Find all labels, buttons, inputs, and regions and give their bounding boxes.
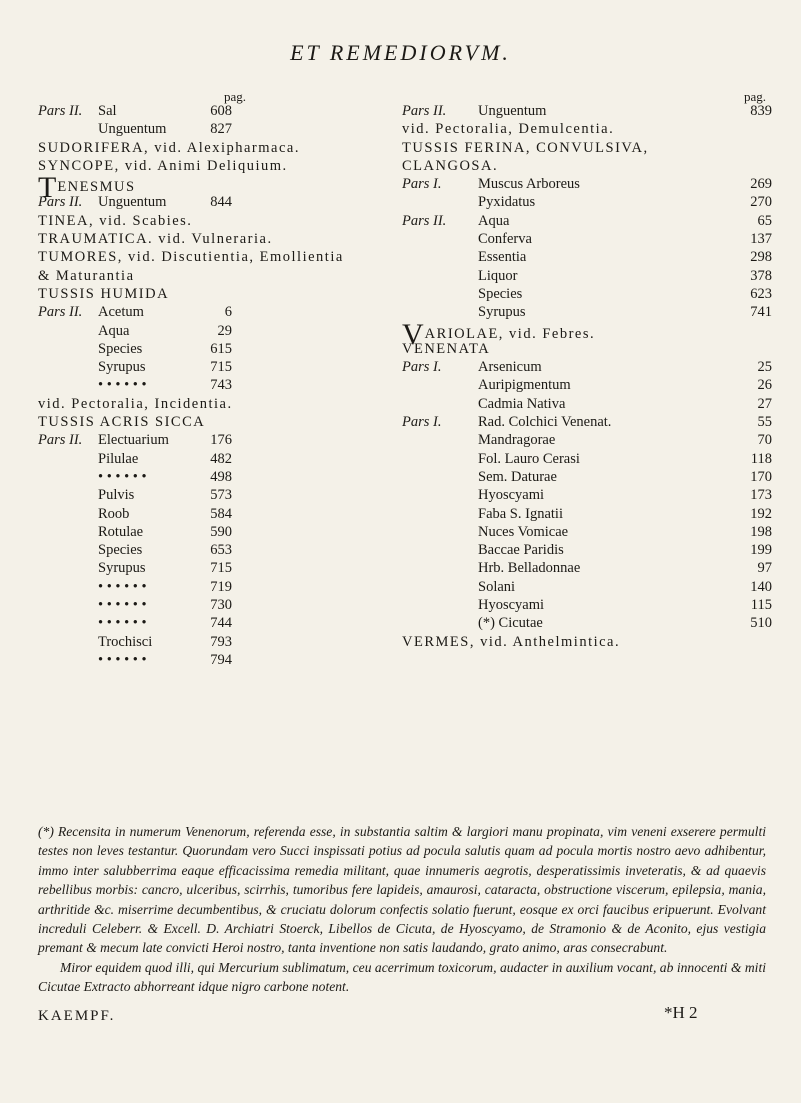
entry-label: Rad. Colchici Venenat.: [478, 414, 612, 431]
index-entry: [38, 614, 388, 632]
index-entry: [38, 413, 388, 431]
entry-label: Pilulae: [98, 450, 139, 467]
index-entry: [402, 139, 772, 157]
index-entry: [402, 120, 772, 138]
pars-label: Pars II.: [38, 103, 83, 119]
entry-heading: TUMORES, vid. Discutientia, Emollientia: [38, 249, 344, 266]
index-entry: [402, 523, 772, 541]
index-entry: [402, 285, 772, 303]
page-number: 615: [210, 340, 232, 357]
entry-label: Syrupus: [98, 560, 146, 577]
index-entry: [402, 614, 772, 632]
entry-label: Conferva: [478, 231, 532, 248]
entry-label: Liquor: [478, 267, 518, 284]
entry-heading: CLANGOSA.: [402, 157, 499, 174]
page-number: 26: [757, 377, 772, 394]
page-number: 573: [210, 487, 232, 504]
pars-label: Pars I.: [402, 414, 442, 431]
entry-heading: VENENATA: [402, 340, 491, 357]
footnote-paragraph: Miror equidem quod illi, qui Mercurium sublimatum, ceu acerrimum toxicorum, audacter in auxilium vocant, ab innocenti & miti Cicutae Extracto abhorreant idque nigro carbone notent.: [38, 959, 766, 995]
entry-label: Hyoscyami: [478, 487, 545, 504]
page-number: 97: [757, 560, 772, 577]
entry-label: Faba S. Ignatii: [478, 505, 563, 522]
index-entry: [38, 651, 388, 669]
index-entry: [38, 157, 388, 175]
entry-label: Roob: [98, 505, 130, 522]
entry-heading: TINEA, vid. Scabies.: [38, 212, 193, 229]
page-number: 715: [210, 560, 232, 577]
index-entry: [402, 559, 772, 577]
entry-label: (*) Cicutae: [478, 615, 543, 632]
page-number: 744: [210, 615, 232, 632]
page-number: 794: [210, 651, 232, 668]
page-number: 608: [210, 103, 232, 119]
footnote-signature: KAEMPF.: [38, 1008, 116, 1024]
page-number: 25: [757, 359, 772, 376]
entry-heading: SYNCOPE, vid. Animi Deliquium.: [38, 157, 288, 174]
entry-label: Essentia: [478, 249, 527, 266]
index-column-left: [38, 88, 388, 669]
entry-label: Pyxidatus: [478, 194, 536, 211]
entry-label: Rotulae: [98, 523, 144, 540]
page-number: 793: [210, 633, 232, 650]
entry-label: • • • • • •: [98, 651, 147, 668]
entry-label: Species: [478, 285, 523, 302]
page-number: 482: [210, 450, 232, 467]
entry-label: Aqua: [478, 212, 510, 229]
index-entry: [38, 267, 388, 285]
page-number: 55: [757, 414, 772, 431]
page-number: 137: [750, 231, 772, 248]
page-header-label: pag.: [223, 89, 246, 104]
entry-label: Species: [98, 340, 143, 357]
entry-label: • • • • • •: [98, 597, 147, 614]
page-number: 715: [210, 359, 232, 376]
pars-label: Pars II.: [38, 432, 83, 449]
index-entry: [402, 157, 772, 175]
page-number: 199: [750, 542, 772, 559]
entry-label: Electuarium: [98, 432, 169, 449]
entry-label: Aqua: [98, 322, 130, 339]
drop-cap: V: [402, 317, 424, 351]
entry-label: Sem. Daturae: [478, 468, 557, 485]
entry-heading: ARIOLAE, vid. Febres.: [424, 325, 596, 342]
index-entry: [402, 468, 772, 486]
index-entry: [38, 431, 388, 449]
index-entry: [38, 505, 388, 523]
index-entry: [402, 450, 772, 468]
entry-label: Species: [98, 542, 143, 559]
index-entry: [402, 303, 772, 321]
entry-label: • • • • • •: [98, 578, 147, 595]
index-entry: [402, 230, 772, 248]
page-number: 827: [210, 121, 232, 138]
index-entry: [38, 120, 388, 138]
index-entry: [402, 578, 772, 596]
index-entry: [402, 102, 772, 120]
index-entry: [402, 505, 772, 523]
page-number: 170: [750, 468, 772, 485]
page-number: 173: [750, 487, 772, 504]
entry-label: • • • • • •: [98, 615, 147, 632]
page-number: 741: [750, 304, 772, 321]
pars-label: Pars II.: [38, 304, 83, 321]
entry-label: Acetum: [98, 304, 144, 321]
entry-label: Cadmia Nativa: [478, 395, 566, 412]
entry-label: Hyoscyami: [478, 597, 545, 614]
index-entry: [38, 376, 388, 394]
page-number: 198: [750, 523, 772, 540]
entry-heading: vid. Pectoralia, Incidentia.: [38, 395, 233, 412]
entry-heading: TUSSIS ACRIS SICCA: [38, 414, 206, 431]
entry-heading: VERMES, vid. Anthelmintica.: [402, 633, 621, 650]
page-number: 6: [224, 304, 232, 321]
index-entry: [402, 193, 772, 211]
index-entry: [38, 139, 388, 157]
entry-label: Trochisci: [98, 633, 153, 650]
footnote-paragraph: (*) Recensita in numerum Venenorum, referenda esse, in substantia saltim & largiori manu propinata, vim veneni exserere permulti testes non leves testantur. Quorundam vero Succi inspissati potius ad pocula salutis quam ad pocula mortis nostro aevo adhibentur, immo inter salubberrima eaque efficacissima remedia militant, quae innumeris aegrotis, desperatissimis inveteratis, & ad quaevis rebellibus morbis: cancro, ulceribus, scirrhis, tumoribus fere lapideis, amaurosi, cataracta, obstructione viscerum, epilepsia, mania, arthritide &c. miserrime decumbentibus, & cruciatu dolorum confectis solatio fuerunt, eosque ex orci faucibus eripuerunt. Evolvant increduli Celeberr. & Excell. D. Archiatri Stoerck, Libellos de Cicuta, de Hyoscyamo, de Stramonio & de Aconito, ejus vestigia premant & mecum late convicti Heroi nostro, tanta inventione non satis laudando, grato animo, aras consecrabunt.: [38, 824, 766, 956]
index-entry: [38, 248, 388, 266]
entry-label: Pulvis: [98, 487, 135, 504]
entry-label: Baccae Paridis: [478, 542, 564, 559]
page-number: 378: [750, 267, 772, 284]
entry-label: Solani: [478, 578, 516, 595]
index-entry: [38, 559, 388, 577]
entry-label: Syrupus: [478, 304, 526, 321]
entry-label: Auripigmentum: [478, 377, 571, 394]
entry-heading: ENESMUS: [57, 179, 136, 196]
page-number: 65: [757, 212, 772, 229]
entry-label: Mandragorae: [478, 432, 556, 449]
page-number: 70: [757, 432, 772, 449]
page-number: 510: [750, 615, 772, 632]
entry-heading: TRAUMATICA. vid. Vulneraria.: [38, 231, 273, 248]
index-entry: [38, 322, 388, 340]
index-entry: [38, 486, 388, 504]
index-entry: [38, 303, 388, 321]
running-head: ET REMEDIORVM.: [290, 40, 511, 65]
pars-label: Pars I.: [402, 176, 442, 193]
pars-label: Pars II.: [402, 212, 447, 229]
entry-label: Syrupus: [98, 359, 146, 376]
index-entry: [402, 175, 772, 193]
index-entry: [402, 541, 772, 559]
entry-heading: TUSSIS HUMIDA: [38, 285, 170, 302]
index-entry: [38, 285, 388, 303]
index-entry: [402, 358, 772, 376]
index-entry: [38, 541, 388, 559]
index-entry: [402, 431, 772, 449]
index-entry: [38, 578, 388, 596]
index-entry: [402, 596, 772, 614]
page-number: 176: [210, 432, 232, 449]
index-entry: [38, 230, 388, 248]
index-entry: [38, 358, 388, 376]
page-number: 719: [210, 578, 232, 595]
entry-label: Unguentum: [98, 194, 167, 211]
entry-label: Nuces Vomicae: [478, 523, 569, 540]
index-entry: [402, 267, 772, 285]
index-entry: [38, 340, 388, 358]
index-entry: [402, 248, 772, 266]
pars-label: Pars II.: [38, 194, 83, 211]
index-entry: [402, 212, 772, 230]
index-entry: [38, 468, 388, 486]
entry-label: Hrb. Belladonnae: [478, 560, 581, 577]
page-number: 590: [210, 523, 232, 540]
index-entry: [38, 523, 388, 541]
page-number: 844: [210, 194, 232, 211]
entry-heading: & Maturantia: [38, 267, 135, 284]
page-header-label: pag.: [743, 89, 766, 104]
index-entry: [402, 376, 772, 394]
page-number: 498: [210, 468, 232, 485]
index-entry: [402, 395, 772, 413]
page-number: 29: [217, 322, 232, 339]
entry-label: Unguentum: [478, 103, 547, 119]
index-entry: [402, 633, 772, 651]
entry-label: • • • • • •: [98, 377, 147, 394]
page-number: 839: [750, 103, 772, 119]
page-number: 653: [210, 542, 232, 559]
index-entry: [402, 413, 772, 431]
page-number: 743: [210, 377, 232, 394]
index-entry: [402, 340, 772, 358]
drop-cap: T: [38, 171, 57, 205]
entry-heading: TUSSIS FERINA, CONVULSIVA,: [402, 139, 649, 156]
pars-label: Pars II.: [402, 103, 447, 119]
pars-label: Pars I.: [402, 359, 442, 376]
page-number: 298: [750, 249, 772, 266]
entry-label: Unguentum: [98, 121, 167, 138]
index-entry: [38, 633, 388, 651]
footnote: [38, 822, 766, 997]
index-entry: [38, 212, 388, 230]
index-entry: [402, 486, 772, 504]
page-number: 730: [210, 597, 232, 614]
index-entry: [38, 193, 388, 211]
entry-label: Muscus Arboreus: [478, 176, 580, 193]
page-number: 115: [750, 597, 772, 614]
page-number: 118: [750, 450, 772, 467]
entry-heading: vid. Pectoralia, Demulcentia.: [402, 121, 615, 138]
page-number: 27: [757, 395, 772, 412]
index-entry: [38, 596, 388, 614]
page-number: 192: [750, 505, 772, 522]
entry-label: Sal: [98, 103, 117, 119]
entry-label: • • • • • •: [98, 468, 147, 485]
index-entry: [38, 395, 388, 413]
entry-heading: SUDORIFERA, vid. Alexipharmaca.: [38, 139, 300, 156]
page-number: 270: [750, 194, 772, 211]
entry-label: Arsenicum: [478, 359, 542, 376]
page-number: 269: [750, 176, 772, 193]
index-column-right: [402, 88, 772, 651]
entry-label: Fol. Lauro Cerasi: [478, 450, 580, 467]
index-entry: [38, 450, 388, 468]
index-entry: [38, 102, 388, 120]
page-number: 140: [750, 578, 772, 595]
page-number: 584: [210, 505, 232, 522]
signature-mark: *H 2: [664, 1003, 698, 1022]
page-number: 623: [750, 285, 772, 302]
